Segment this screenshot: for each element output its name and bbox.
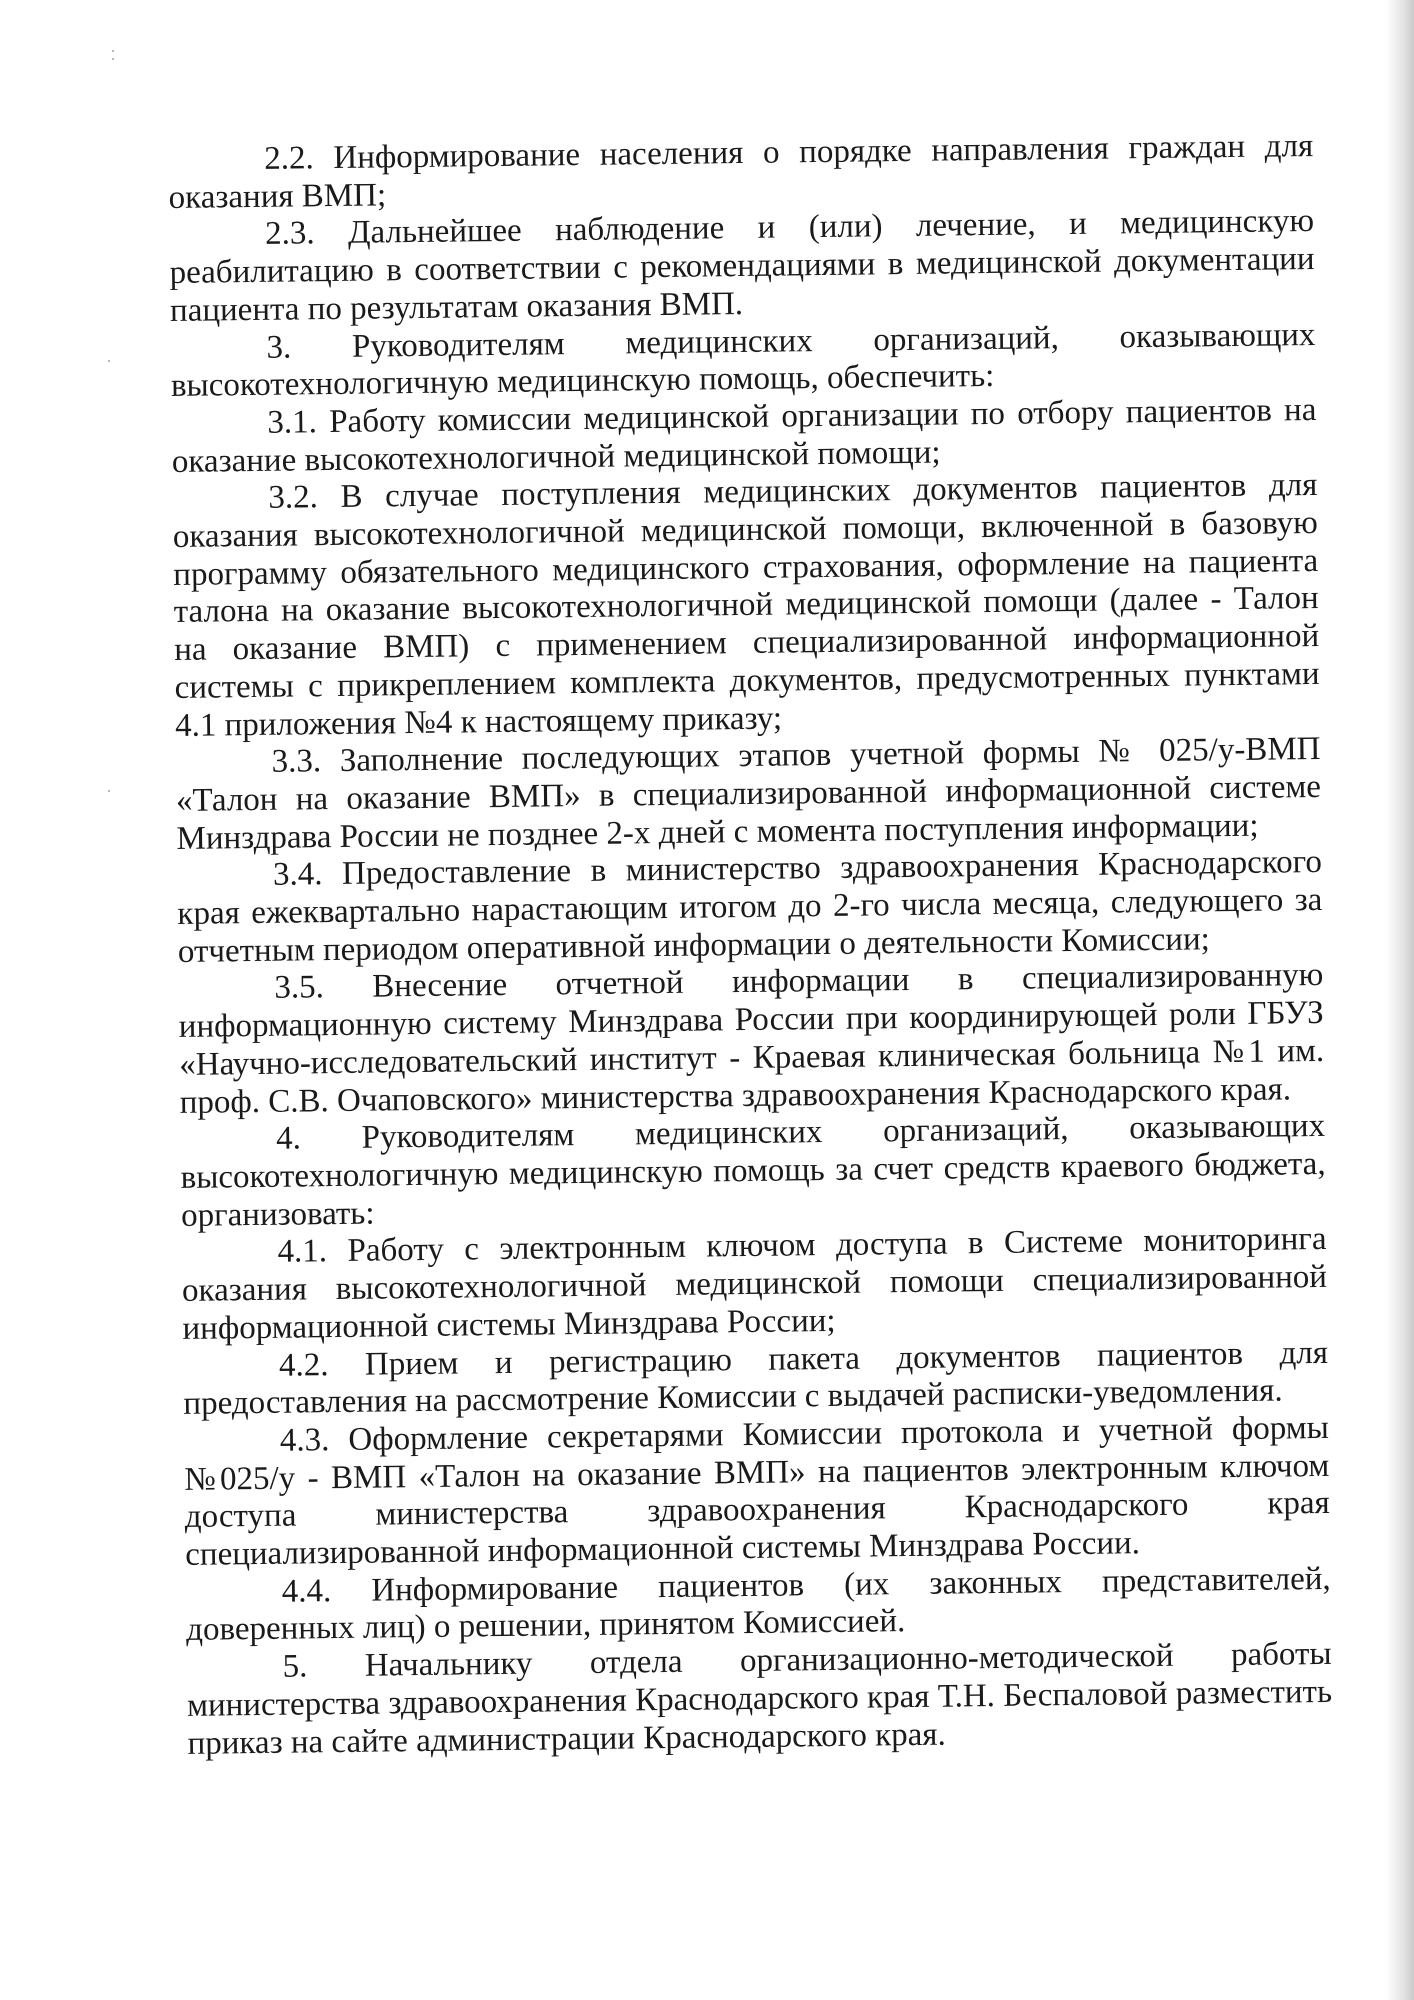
paragraph-4-2: 4.2. Прием и регистрацию пакета документов пациентов для предоставления на рассмотрение Комиссии с выдачей расписки-уведомления. [183,1334,1329,1423]
paragraph-2-2: 2.2. Информирование населения о порядке направления граждан для оказания ВМП; [168,128,1314,216]
paragraph-4-4: 4.4. Информирование пациентов (их законных представителей, доверенных лиц) о решении, принятом Комиссией. [185,1560,1331,1649]
scan-speck [108,790,110,792]
paragraph-4: 4. Руководителям медицинских организаций, оказывающих высокотехнологичную медицинскую помощь за счет средств краевого бюджета, организовать: [180,1108,1326,1234]
scan-speck [112,58,114,60]
paragraph-2-3: 2.3. Дальнейшее наблюдение и (или) лечение, и медицинскую реабилитацию в соответствии с рекомендациями в медицинской документации пациента по результатам оказания ВМП. [169,203,1315,329]
scan-speck [112,50,114,52]
paragraph-3-1: 3.1. Работу комиссии медицинской организации по отбору пациентов на оказание высокотехнологичной медицинской помощи; [171,391,1317,480]
paragraph-3-3: 3.3. Заполнение последующих этапов учетной формы № 025/у-ВМП «Талон на оказание ВМП» в специализированной информационной системе Минздрава России не позднее 2-х дней с момента поступления информации; [175,731,1322,857]
document-body [168,128,1333,1763]
paragraph-3-2: 3.2. В случае поступления медицинских документов пациентов для оказания высокотехнологичной медицинской помощи, включенной в базовую программу обязательного медицинского страхования, оформление на пациента талона на оказание высокотехнологичной медицинской помощи (далее - Талон на оказание ВМП) с применением специализированной информационной системы с прикреплением комплекта документов, предусмотренных пунктами 4.1 приложения №4 к настоящему приказу; [172,467,1320,744]
page-edge-shadow [1386,0,1414,2000]
paragraph-3-5: 3.5. Внесение отчетной информации в специализированную информационную систему Минздрава России при координирующей роли ГБУЗ «Научно-исследовательский институт - Краевая клиническая больница №1 им. проф. С.В. Очаповского» министерства здравоохранения Краснодарского края. [178,957,1325,1121]
scan-speck [108,360,110,362]
paragraph-4-1: 4.1. Работу с электронным ключом доступа в Системе мониторинга оказания высокотехнологичной медицинской помощи специализированной информационной системы Минздрава России; [181,1221,1328,1347]
paragraph-4-3: 4.3. Оформление секретарями Комиссии протокола и учетной формы №025/у - ВМП «Талон на оказание ВМП» на пациентов электронным ключом доступа министерства здравоохранения Краснодарского края специализированной информационной системы Минздрава России. [184,1409,1330,1573]
paragraph-5: 5. Начальнику отдела организационно-методической работы министерства здравоохранения Краснодарского края Т.Н. Беспаловой разместить приказ на сайте администрации Краснодарского края. [186,1636,1333,1762]
paragraph-3-4: 3.4. Предоставление в министерство здравоохранения Краснодарского края ежеквартально нарастающим итогом до 2-го числа месяца, следующего за отчетным периодом оперативной информации о деятельности Комиссии; [177,844,1323,970]
paragraph-3: 3. Руководителям медицинских организаций, оказывающих высокотехнологичную медицинскую помощь, обеспечить: [170,316,1316,405]
